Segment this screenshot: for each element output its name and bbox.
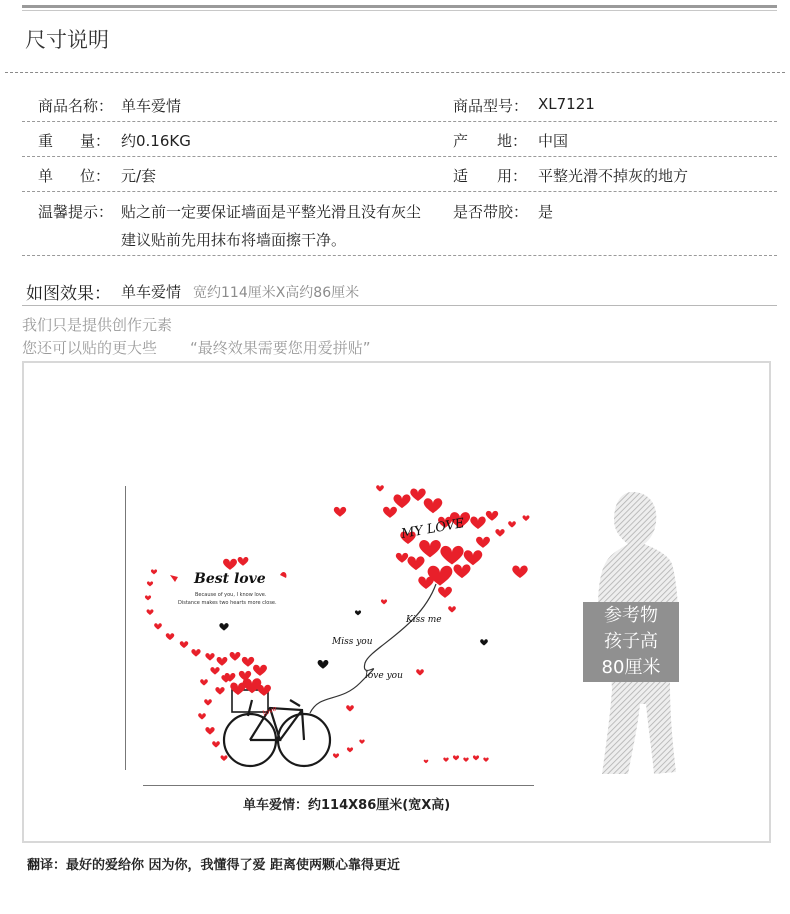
bicycle-love-artwork: [140, 478, 540, 778]
top-rule-thin: [22, 10, 777, 11]
effect-product-name: 单车爱情: [121, 283, 182, 301]
petals: [333, 739, 489, 763]
svg-text:Best love: Best love: [194, 571, 266, 587]
small-text-2: Distance makes two hearts more close.: [178, 600, 277, 606]
weight-value: 约0.16KG: [121, 132, 191, 150]
model-label: 商品型号：: [453, 97, 529, 115]
width-guide-line: [143, 785, 534, 786]
love-you-text: love you: [365, 671, 403, 681]
bicycle: [224, 690, 330, 766]
note-line-2: 您还可以贴的更大些: [22, 339, 158, 357]
small-text-1: Because of you, I know love.: [195, 592, 267, 598]
row-divider: [22, 255, 777, 256]
name-value: 单车爱情: [121, 97, 182, 115]
glue-label: 是否带胶：: [453, 203, 529, 221]
reference-line-1: 参考物: [604, 605, 658, 626]
effect-title: 如图效果：: [26, 284, 111, 304]
weight-label-b: 量：: [80, 132, 111, 150]
spec-row-name: [22, 86, 777, 122]
balloon-string: [310, 584, 436, 713]
section-title: 尺寸说明: [25, 28, 109, 52]
tip-line-2: 建议贴前先用抹布将墙面擦干净。: [121, 231, 347, 249]
basket-love-text: love: [261, 704, 279, 718]
top-rule-thick: [22, 5, 777, 8]
unit-label-b: 位：: [80, 167, 111, 185]
reference-label: [583, 602, 679, 682]
reference-line-3: 80厘米: [601, 657, 661, 678]
glue-value: 是: [538, 203, 554, 221]
origin-label-a: 产: [453, 132, 469, 150]
miss-you-text: Miss you: [332, 637, 373, 647]
my-love-text: MY LOVE: [400, 516, 466, 542]
use-label-a: 适: [453, 167, 469, 185]
effect-divider: [22, 305, 777, 306]
title-divider: [5, 72, 785, 73]
left-heart-swirl: [145, 569, 267, 761]
spec-row-tip: [22, 192, 777, 256]
heart-balloon: [383, 489, 529, 598]
unit-value: 元/套: [121, 167, 157, 185]
tip-label: 温馨提示：: [38, 203, 114, 221]
model-value: XL7121: [538, 95, 595, 113]
best-love-label: [170, 557, 286, 606]
unit-label-a: 单: [38, 167, 54, 185]
translation-footer: 翻译：最好的爱给你 因为你，我懂得了爱 距离使两颗心靠得更近: [27, 858, 401, 873]
reference-line-2: 孩子高: [604, 631, 658, 652]
use-value: 平整光滑不掉灰的地方: [538, 167, 689, 185]
size-caption: 单车爱情：约114X86厘米(宽X高): [243, 798, 451, 813]
origin-value: 中国: [538, 132, 569, 150]
weight-label-a: 重: [38, 132, 54, 150]
spec-row-weight: [22, 122, 777, 157]
tip-line-1: 贴之前一定要保证墙面是平整光滑且没有灰尘: [121, 203, 422, 221]
height-guide-line: [125, 486, 126, 770]
spec-row-unit: [22, 157, 777, 192]
note-line-3: “最终效果需要您用爱拼贴”: [190, 339, 371, 357]
note-line-1: 我们只是提供创作元素: [22, 316, 173, 334]
origin-label-b: 地：: [497, 132, 528, 150]
use-label-b: 用：: [497, 167, 528, 185]
effect-size: 宽约114厘米X高约86厘米: [193, 285, 360, 301]
name-label: 商品名称：: [38, 97, 114, 115]
kiss-me-text: Kiss me: [406, 615, 442, 625]
